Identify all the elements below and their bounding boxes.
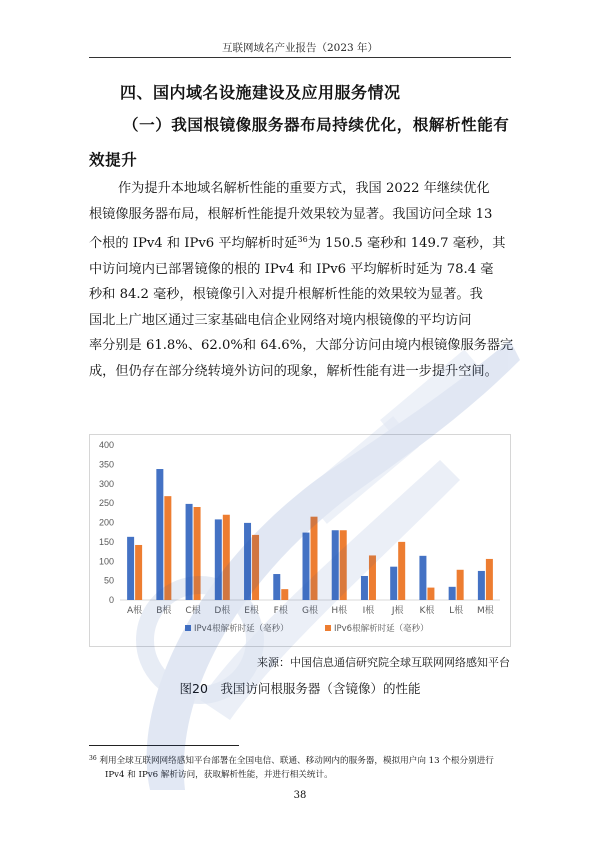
paragraph-text: 个根的 IPv4 和 IPv6 平均解析时延 bbox=[89, 236, 298, 251]
y-tick-label: 150 bbox=[98, 536, 114, 547]
legend-swatch bbox=[325, 625, 331, 631]
y-tick-label: 400 bbox=[98, 440, 114, 450]
y-tick-label: 300 bbox=[98, 478, 114, 489]
paragraph-line: 中访问境内已部署镜像的根的 IPv4 和 IPv6 平均解析时延为 78.4 毫 bbox=[89, 261, 494, 277]
subsection-title-line2: 效提升 bbox=[89, 151, 138, 169]
x-tick-label: K根 bbox=[419, 606, 435, 616]
bar-ipv6 bbox=[281, 589, 288, 600]
y-tick-label: 250 bbox=[98, 498, 114, 509]
bar-ipv4 bbox=[244, 523, 251, 600]
y-tick-label: 100 bbox=[98, 556, 114, 567]
running-header: 互联网域名产业报告（2023 年） bbox=[221, 42, 379, 54]
header-rule bbox=[89, 57, 511, 58]
bar-ipv4 bbox=[419, 556, 426, 600]
bar-ipv6 bbox=[223, 515, 230, 600]
x-tick-label: B根 bbox=[156, 606, 172, 616]
footnote-line: IPv4 和 IPv6 解析访问，获取解析性能，并进行相关统计。 bbox=[105, 770, 333, 780]
legend-swatch bbox=[185, 625, 191, 631]
bar-ipv6 bbox=[194, 507, 201, 600]
bar-ipv6 bbox=[164, 496, 171, 600]
x-tick-label: G根 bbox=[302, 606, 318, 616]
page-number: 38 bbox=[293, 790, 307, 801]
bar-ipv6 bbox=[427, 588, 434, 600]
bar-ipv4 bbox=[390, 567, 397, 600]
x-tick-label: A根 bbox=[127, 606, 143, 616]
bar-ipv4 bbox=[478, 571, 485, 600]
footnote-ref[interactable]: 36 bbox=[297, 235, 308, 244]
footnote-text: 利用全球互联网网络感知平台部署在全国电信、联通、移动网内的服务器，模拟用户向 13 个根分别进行 bbox=[99, 756, 494, 766]
x-tick-label: M根 bbox=[477, 606, 494, 616]
x-tick-label: D根 bbox=[214, 606, 231, 616]
x-tick-label: E根 bbox=[244, 606, 259, 616]
footnote-rule bbox=[89, 745, 239, 746]
body-paragraph bbox=[89, 176, 515, 384]
y-tick-label: 50 bbox=[103, 575, 114, 586]
bar-ipv4 bbox=[215, 519, 222, 600]
bar-ipv6 bbox=[340, 530, 347, 600]
x-tick-label: F根 bbox=[273, 606, 288, 616]
legend-label: IPv4根解析时延（毫秒） bbox=[194, 624, 289, 634]
paragraph-line: 作为提升本地域名解析性能的重要方式，我国 2022 年继续优化 bbox=[118, 181, 490, 196]
x-tick-label: J根 bbox=[391, 606, 404, 616]
bar-ipv6 bbox=[457, 570, 464, 600]
paragraph-line: 率分别是 61.8%、62.0%和 64.6%，大部分访问由境内根镜像服务器完 bbox=[89, 338, 514, 353]
bar-ipv4 bbox=[127, 537, 134, 600]
paragraph-text: 为 150.5 毫秒和 149.7 毫秒，其 bbox=[307, 236, 506, 251]
x-tick-label: H根 bbox=[331, 606, 348, 616]
paragraph-line: 根镜像服务器布局，根解析性能提升效果较为显著。我国访问全球 13 bbox=[89, 206, 493, 222]
chart-source: 来源：中国信息通信研究院全球互联网网络感知平台 bbox=[257, 656, 510, 669]
footnote-line bbox=[89, 752, 519, 768]
bar-ipv4 bbox=[449, 587, 456, 600]
bar-ipv6 bbox=[398, 542, 405, 600]
paragraph-line: 秒和 84.2 毫秒，根镜像引入对提升根解析性能的效果较为显著。我 bbox=[89, 287, 483, 302]
subsection-title bbox=[89, 108, 517, 178]
x-tick-label: L根 bbox=[449, 606, 464, 616]
bar-ipv4 bbox=[361, 576, 368, 600]
subsection-title-line1: （一）我国根镜像服务器布局持续优化，根解析性能有 bbox=[123, 116, 510, 134]
bar-ipv6 bbox=[252, 535, 259, 600]
bar-ipv6 bbox=[369, 555, 376, 600]
paragraph-line: 成，但仍存在部分绕转境外访问的现象，解析性能有进一步提升空间。 bbox=[89, 363, 498, 379]
bar-ipv6 bbox=[135, 545, 142, 600]
paragraph-line bbox=[89, 227, 515, 257]
x-tick-label: I根 bbox=[362, 606, 375, 616]
bar-chart-svg bbox=[90, 435, 510, 646]
y-tick-label: 0 bbox=[108, 595, 114, 605]
y-tick-label: 350 bbox=[98, 459, 114, 470]
bar-ipv4 bbox=[273, 574, 280, 600]
bar-ipv4 bbox=[303, 533, 310, 600]
footnote bbox=[89, 752, 519, 782]
x-tick-label: C根 bbox=[185, 606, 201, 616]
footnote-marker: 36 bbox=[89, 755, 97, 762]
section-title: 四、国内域名设施建设及应用服务情况 bbox=[120, 83, 401, 102]
bar-ipv6 bbox=[311, 517, 318, 600]
figure-caption: 图20 我国访问根服务器（含镜像）的性能 bbox=[179, 681, 421, 696]
bar-ipv6 bbox=[486, 559, 493, 600]
y-tick-label: 200 bbox=[98, 517, 114, 528]
paragraph-line: 国北上广地区通过三家基础电信企业网络对境内根镜像的平均访问 bbox=[89, 312, 472, 328]
bar-ipv4 bbox=[332, 530, 339, 600]
bar-chart bbox=[89, 434, 511, 647]
bar-ipv4 bbox=[156, 469, 163, 600]
bar-ipv4 bbox=[186, 504, 193, 600]
legend-label: IPv6根解析时延（毫秒） bbox=[334, 624, 429, 634]
